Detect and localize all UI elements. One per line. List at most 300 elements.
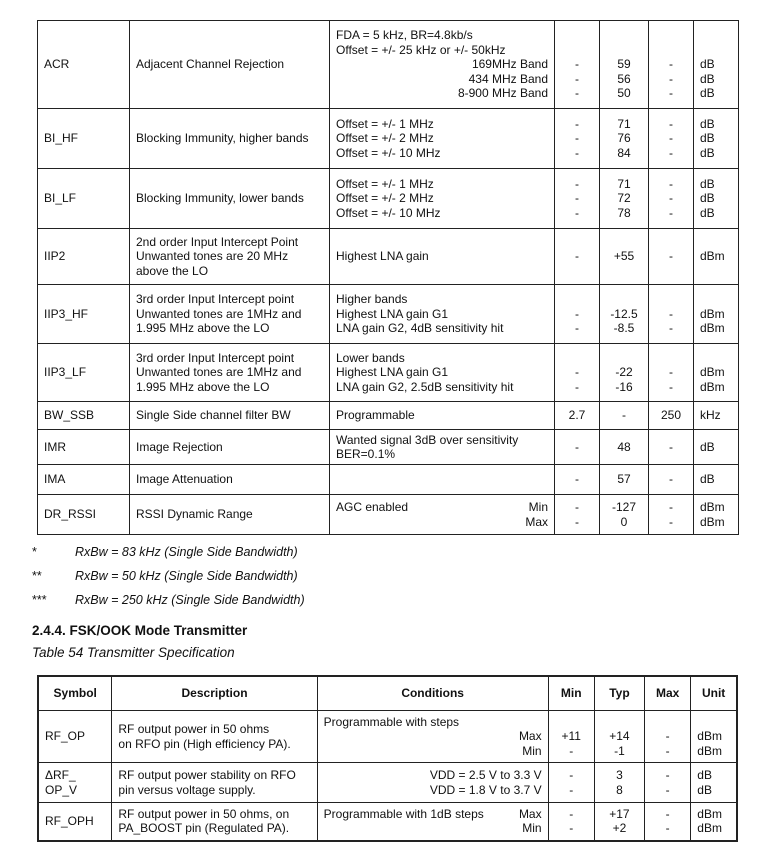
- table-caption: Table 54 Transmitter Specification: [32, 645, 235, 660]
- cell-description: [112, 763, 317, 803]
- max-value: -: [669, 321, 673, 336]
- typ-value: 76: [617, 131, 631, 146]
- cell-conditions: [330, 21, 555, 109]
- table-row: [38, 402, 739, 430]
- cell-description: [112, 711, 317, 763]
- description-line: Blocking Immunity, lower bands: [136, 191, 304, 206]
- table-row: [38, 495, 739, 535]
- table-row: [38, 711, 737, 763]
- min-value: -: [575, 57, 579, 72]
- typ-value: +14: [609, 729, 630, 744]
- cell-conditions: [330, 169, 555, 229]
- cell-symbol: BI_LF: [38, 169, 130, 229]
- cell-min: [555, 430, 600, 465]
- condition-line: Offset = +/- 25 kHz or +/- 50kHz: [336, 42, 506, 57]
- cell-min: [548, 711, 594, 763]
- cell-typ: [600, 169, 649, 229]
- cell-unit: [694, 430, 739, 465]
- transmitter-spec-table: [37, 675, 738, 842]
- unit-value: dB: [700, 145, 715, 160]
- cell-typ: [594, 803, 644, 841]
- cell-unit: [694, 169, 739, 229]
- condition-line: Programmable with steps: [323, 714, 460, 729]
- cell-max: [649, 21, 694, 109]
- cell-max: [649, 465, 694, 495]
- condition-line: Offset = +/- 2 MHz: [336, 191, 434, 206]
- footnote-text: RxBw = 250 kHz (Single Side Bandwidth): [75, 593, 305, 607]
- cell-max: [649, 285, 694, 344]
- description-line: on RFO pin (High efficiency PA).: [118, 736, 291, 751]
- description-line: Unwanted tones are 20 MHz: [136, 249, 289, 264]
- cell-description: [130, 285, 330, 344]
- min-value: -: [575, 86, 579, 101]
- cell-symbol: BW_SSB: [38, 402, 130, 430]
- description-line: RF output power in 50 ohms: [118, 722, 270, 736]
- min-value: -: [569, 806, 574, 821]
- min-value: [557, 28, 597, 43]
- cell-typ: [600, 285, 649, 344]
- description-line: 3rd order Input Intercept point: [136, 292, 295, 307]
- header-description: Description: [112, 676, 317, 711]
- typ-value: -1: [614, 743, 625, 758]
- unit-value: dB: [700, 205, 715, 220]
- cell-unit: [694, 109, 739, 169]
- typ-value: 57: [617, 472, 631, 487]
- min-value: +11: [561, 729, 581, 744]
- min-value: [551, 715, 592, 730]
- cell-unit: [694, 285, 739, 344]
- condition-line: [336, 500, 548, 515]
- min-value: -: [569, 743, 574, 758]
- max-value: [651, 28, 691, 43]
- cell-unit: [694, 465, 739, 495]
- max-value: -: [669, 500, 673, 514]
- table-row: [38, 465, 739, 495]
- max-value: -: [665, 806, 670, 821]
- cell-conditions: [330, 495, 555, 535]
- unit-value: dBm: [697, 821, 722, 836]
- cell-min: [555, 402, 600, 430]
- condition-text: Max: [518, 806, 542, 821]
- max-value: [651, 43, 691, 58]
- typ-value: 0: [620, 514, 628, 529]
- cell-conditions: [330, 285, 555, 344]
- description-line: RF output power in 50 ohms, on: [118, 806, 290, 821]
- cell-typ: [600, 465, 649, 495]
- unit-value: [700, 28, 732, 43]
- unit-value: dB: [700, 86, 715, 101]
- min-value: -: [575, 379, 579, 394]
- cell-typ: [600, 344, 649, 402]
- condition-line: Min: [522, 821, 542, 836]
- cell-symbol: [38, 763, 112, 803]
- condition-line: Offset = +/- 2 MHz: [336, 131, 434, 146]
- max-value: -: [665, 782, 670, 797]
- table-row: [38, 763, 737, 803]
- cell-description: [130, 430, 330, 465]
- description-line: RSSI Dynamic Range: [136, 507, 253, 522]
- max-value: -: [669, 57, 673, 72]
- symbol-line: OP_V: [45, 782, 78, 797]
- symbol-line: ΔRF_: [45, 768, 76, 782]
- min-value: -: [575, 131, 579, 146]
- cell-typ: [594, 763, 644, 803]
- cell-conditions: [330, 430, 555, 465]
- unit-value: dB: [700, 176, 715, 191]
- unit-value: dBm: [697, 743, 722, 758]
- cell-symbol: [38, 803, 112, 841]
- condition-line: Max: [525, 514, 548, 529]
- description-line: 2nd order Input Intercept Point: [136, 234, 299, 249]
- max-value: -: [669, 86, 673, 101]
- unit-value: dBm: [700, 306, 725, 321]
- min-value: -: [575, 205, 579, 220]
- cell-unit: [694, 21, 739, 109]
- cell-unit: [694, 229, 739, 285]
- typ-value: -12.5: [610, 306, 638, 321]
- min-value: [557, 43, 597, 58]
- description-line: Blocking Immunity, higher bands: [136, 131, 309, 146]
- cell-unit: [694, 344, 739, 402]
- condition-line: Highest LNA gain: [336, 249, 429, 264]
- cell-description: [112, 803, 317, 841]
- max-value: -: [669, 116, 673, 131]
- unit-value: dBm: [700, 514, 725, 529]
- footnote-mark: ***: [32, 593, 47, 607]
- cell-unit: [694, 402, 739, 430]
- typ-value: 71: [617, 176, 631, 191]
- table-row: [38, 21, 739, 109]
- cell-max: [649, 169, 694, 229]
- condition-line: Offset = +/- 1 MHz: [336, 116, 434, 131]
- cell-typ: [600, 402, 649, 430]
- cell-symbol: DR_RSSI: [38, 495, 130, 535]
- condition-line: 434 MHz Band: [468, 71, 548, 86]
- typ-value: [597, 715, 642, 730]
- cell-min: [555, 344, 600, 402]
- min-value: -: [575, 365, 579, 380]
- min-value: -: [575, 439, 579, 454]
- typ-value: +17: [609, 806, 630, 821]
- max-value: -: [669, 191, 673, 206]
- cell-max: [649, 495, 694, 535]
- min-value: -: [575, 321, 579, 336]
- typ-value: [602, 28, 646, 43]
- min-value: -: [575, 191, 579, 206]
- cell-min: [555, 109, 600, 169]
- section-heading: 2.4.4. FSK/OOK Mode Transmitter: [32, 623, 248, 638]
- min-value: -: [575, 249, 579, 264]
- condition-text: Programmable with 1dB steps: [323, 806, 484, 821]
- min-value: -: [575, 306, 579, 321]
- unit-value: dBm: [700, 365, 725, 380]
- unit-value: dBm: [697, 806, 722, 821]
- unit-value: dB: [700, 191, 715, 206]
- description-line: Single Side channel filter BW: [136, 408, 291, 423]
- description-line: 3rd order Input Intercept point: [136, 350, 295, 365]
- max-value: -: [665, 729, 670, 744]
- min-value: 2.7: [568, 408, 586, 423]
- min-value: -: [575, 145, 579, 160]
- description-line: pin versus voltage supply.: [118, 782, 256, 797]
- footnote-text: RxBw = 83 kHz (Single Side Bandwidth): [75, 545, 298, 559]
- header-symbol: Symbol: [38, 676, 112, 711]
- cell-conditions: [330, 465, 555, 495]
- condition-line: LNA gain G2, 2.5dB sensitivity hit: [336, 379, 514, 394]
- min-value: -: [575, 71, 579, 86]
- min-value: -: [575, 500, 579, 514]
- min-value: -: [569, 768, 574, 782]
- unit-value: dBm: [700, 500, 725, 514]
- cell-min: [555, 285, 600, 344]
- cell-conditions: [317, 803, 548, 841]
- condition-line: FDA = 5 kHz, BR=4.8kb/s: [336, 28, 473, 43]
- cell-description: [130, 21, 330, 109]
- max-value: -: [665, 768, 670, 782]
- max-value: [647, 715, 688, 730]
- typ-value: 84: [617, 145, 631, 160]
- condition-line: Programmable: [336, 408, 415, 423]
- cell-typ: [600, 430, 649, 465]
- condition-line: VDD = 2.5 V to 3.3 V: [429, 768, 542, 782]
- cell-conditions: [317, 763, 548, 803]
- typ-value: 59: [617, 57, 631, 72]
- cell-min: [548, 803, 594, 841]
- typ-value: 56: [617, 71, 631, 86]
- cell-typ: [600, 21, 649, 109]
- max-value: -: [669, 249, 673, 264]
- description-line: 1.995 MHz above the LO: [136, 321, 270, 336]
- condition-text: Min: [528, 500, 548, 514]
- cell-max: [649, 344, 694, 402]
- cell-min: [555, 169, 600, 229]
- max-value: -: [669, 365, 673, 380]
- unit-value: dB: [697, 768, 712, 782]
- unit-value: dB: [700, 57, 715, 72]
- cell-unit: [691, 763, 737, 803]
- max-value: -: [669, 514, 673, 529]
- typ-value: [602, 43, 646, 58]
- cell-typ: [600, 109, 649, 169]
- typ-value: [602, 292, 646, 307]
- condition-line: Max: [518, 729, 542, 744]
- cell-description: [130, 344, 330, 402]
- typ-value: -: [622, 408, 626, 423]
- cell-conditions: [330, 109, 555, 169]
- min-value: [557, 292, 597, 307]
- footnote-mark: *: [32, 545, 37, 559]
- typ-value: 72: [617, 191, 631, 206]
- condition-line: VDD = 1.8 V to 3.7 V: [429, 782, 542, 797]
- condition-line: Offset = +/- 10 MHz: [336, 205, 441, 220]
- condition-line: Lower bands: [336, 350, 405, 365]
- condition-line: 8-900 MHz Band: [457, 86, 548, 101]
- cell-max: [649, 430, 694, 465]
- typ-value: 78: [617, 205, 631, 220]
- description-line: Unwanted tones are 1MHz and: [136, 365, 302, 380]
- table-row: [38, 803, 737, 841]
- cell-description: [130, 465, 330, 495]
- header-max: Max: [645, 676, 691, 711]
- max-value: [651, 351, 691, 366]
- min-value: -: [569, 782, 574, 797]
- condition-line: Higher bands: [336, 292, 408, 307]
- min-value: -: [575, 472, 579, 487]
- unit-value: dB: [700, 116, 715, 131]
- description-line: Image Attenuation: [136, 472, 233, 487]
- typ-value: -127: [611, 500, 637, 514]
- cell-unit: [691, 803, 737, 841]
- unit-value: dBm: [700, 249, 725, 264]
- condition-line: Min: [522, 743, 542, 758]
- header-unit: Unit: [691, 676, 737, 711]
- unit-value: kHz: [700, 408, 721, 423]
- unit-value: dBm: [700, 321, 725, 336]
- unit-value: dB: [700, 472, 715, 487]
- cell-typ: [594, 711, 644, 763]
- cell-symbol: BI_HF: [38, 109, 130, 169]
- cell-typ: [600, 229, 649, 285]
- cell-max: [649, 402, 694, 430]
- min-value: -: [575, 116, 579, 131]
- description-line: PA_BOOST pin (Regulated PA).: [118, 821, 290, 836]
- description-line: RF output power stability on RFO: [118, 768, 296, 782]
- condition-line: Offset = +/- 10 MHz: [336, 145, 441, 160]
- description-line: 1.995 MHz above the LO: [136, 379, 270, 394]
- cell-symbol: IMA: [38, 465, 130, 495]
- symbol-line: RF_OP: [45, 729, 86, 744]
- typ-value: 3: [616, 768, 623, 782]
- max-value: -: [665, 743, 670, 758]
- cell-unit: [691, 711, 737, 763]
- cell-min: [548, 763, 594, 803]
- cell-symbol: IIP3_LF: [38, 344, 130, 402]
- unit-value: dB: [700, 439, 715, 454]
- table-row: [38, 109, 739, 169]
- cell-max: [649, 229, 694, 285]
- cell-max: [645, 803, 691, 841]
- footnote-text: RxBw = 50 kHz (Single Side Bandwidth): [75, 569, 298, 583]
- cell-description: [130, 495, 330, 535]
- table-row: [38, 344, 739, 402]
- unit-value: dBm: [697, 729, 722, 744]
- cell-conditions: [330, 229, 555, 285]
- condition-line: Wanted signal 3dB over sensitivity: [336, 432, 519, 447]
- condition-text: AGC enabled: [336, 500, 409, 514]
- cell-description: [130, 402, 330, 430]
- cell-conditions: [330, 402, 555, 430]
- cell-symbol: IIP2: [38, 229, 130, 285]
- cell-max: [645, 711, 691, 763]
- unit-value: dB: [700, 131, 715, 146]
- cell-unit: [694, 495, 739, 535]
- condition-line: Highest LNA gain G1: [336, 365, 449, 380]
- cell-min: [555, 229, 600, 285]
- table-row: [38, 229, 739, 285]
- cell-min: [555, 465, 600, 495]
- cell-min: [555, 21, 600, 109]
- unit-value: [700, 351, 732, 366]
- header-conditions: Conditions: [317, 676, 548, 711]
- cell-description: [130, 109, 330, 169]
- unit-value: dBm: [700, 379, 725, 394]
- typ-value: -8.5: [613, 321, 635, 336]
- description-line: Adjacent Channel Rejection: [136, 57, 285, 72]
- condition-line: Offset = +/- 1 MHz: [336, 176, 434, 191]
- cell-conditions: [317, 711, 548, 763]
- cell-symbol: IIP3_HF: [38, 285, 130, 344]
- cell-max: [649, 109, 694, 169]
- symbol-line: RF_OPH: [45, 814, 94, 828]
- min-value: -: [575, 514, 579, 529]
- condition-line: 169MHz Band: [471, 57, 548, 72]
- condition-line: [324, 807, 542, 822]
- cell-symbol: [38, 711, 112, 763]
- cell-min: [555, 495, 600, 535]
- max-value: -: [669, 145, 673, 160]
- max-value: -: [669, 176, 673, 191]
- min-value: -: [575, 176, 579, 191]
- cell-description: [130, 169, 330, 229]
- typ-value: 50: [617, 86, 631, 101]
- table-row: [38, 285, 739, 344]
- footnote-mark: **: [32, 569, 42, 583]
- cell-typ: [600, 495, 649, 535]
- max-value: -: [669, 472, 673, 487]
- description-line: above the LO: [136, 263, 209, 278]
- max-value: -: [669, 306, 673, 321]
- unit-value: [700, 43, 732, 58]
- typ-value: 71: [617, 116, 631, 131]
- unit-value: [700, 292, 732, 307]
- header-min: Min: [548, 676, 594, 711]
- max-value: -: [669, 71, 673, 86]
- typ-value: -16: [615, 379, 633, 394]
- typ-value: 8: [616, 782, 623, 797]
- min-value: [557, 351, 597, 366]
- typ-value: +55: [613, 249, 635, 264]
- condition-line: BER=0.1%: [336, 447, 396, 461]
- max-value: [651, 292, 691, 307]
- max-value: -: [669, 131, 673, 146]
- min-value: -: [569, 821, 574, 836]
- max-value: 250: [660, 408, 682, 423]
- table-row: [38, 169, 739, 229]
- header-typ: Typ: [594, 676, 644, 711]
- unit-value: dB: [697, 782, 712, 797]
- cell-symbol: IMR: [38, 430, 130, 465]
- unit-value: dB: [700, 71, 715, 86]
- max-value: -: [669, 439, 673, 454]
- cell-symbol: ACR: [38, 21, 130, 109]
- description-line: Unwanted tones are 1MHz and: [136, 306, 302, 321]
- max-value: -: [665, 821, 670, 836]
- max-value: -: [669, 205, 673, 220]
- condition-line: LNA gain G2, 4dB sensitivity hit: [336, 321, 504, 336]
- unit-value: [697, 715, 730, 730]
- typ-value: +2: [612, 821, 627, 836]
- cell-conditions: [330, 344, 555, 402]
- description-line: Image Rejection: [136, 439, 223, 454]
- typ-value: [602, 351, 646, 366]
- typ-value: 48: [617, 439, 631, 454]
- cell-max: [645, 763, 691, 803]
- table-row: [38, 430, 739, 465]
- condition-line: Highest LNA gain G1: [336, 306, 449, 321]
- typ-value: -22: [615, 365, 633, 380]
- receiver-spec-table: [37, 20, 739, 535]
- max-value: -: [669, 379, 673, 394]
